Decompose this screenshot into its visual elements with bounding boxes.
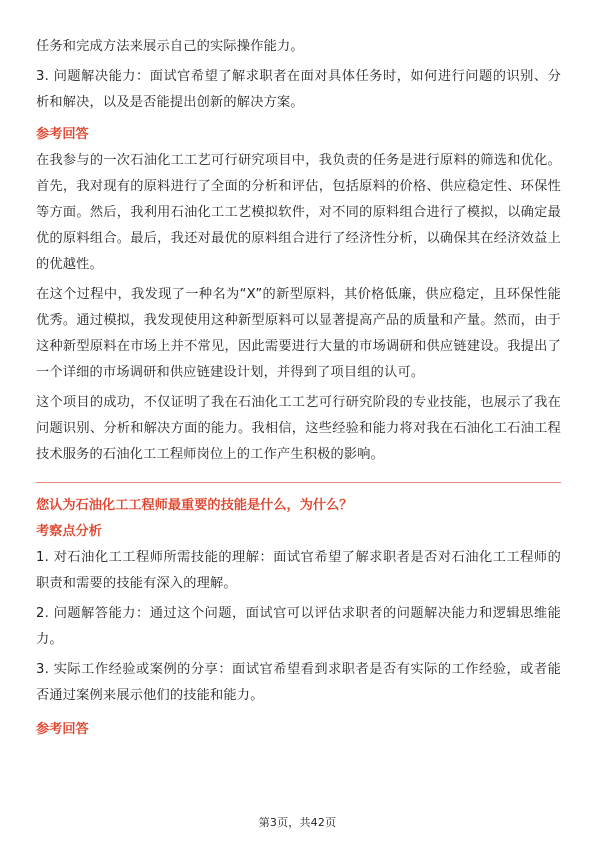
answer-paragraph: 在这个过程中，我发现了一种名为“X”的新型原料，其价格低廉，供应稳定，且环保性能优秀。通过模拟，我发现使用这种新型原料可以显著提高产品的质量和产量。然而，由于这种新型原料在市场上并不常见，因此需要进行大量的市场调研和供应链建设。我提出了一个详细的市场调研和供应链建设计划，并得到了项目组的认可。 xyxy=(36,287,561,380)
page-number: 第3页，共42页 xyxy=(258,816,337,829)
question-section xyxy=(36,493,561,743)
question-title: 您认为石油化工工程师最重要的技能是什么，为什么？ xyxy=(36,498,353,513)
section-divider xyxy=(36,482,561,483)
analysis-point-3: 3. 问题解决能力：面试官希望了解求职者在面对具体任务时，如何进行问题的识别、分析和解决，以及是否能提出创新的解决方案。 xyxy=(36,69,561,110)
analysis-point: 2. 问题解答能力：通过这个问题，面试官可以评估求职者的问题解决能力和逻辑思维能力。 xyxy=(36,606,561,647)
answer-paragraph: 这个项目的成功，不仅证明了我在石油化工工艺可行研究阶段的专业技能，也展示了我在问题识别、分析和解决方面的能力。我相信，这些经验和能力将对我在石油化工石油工程技术服务的石油化工工程师岗位上的工作产生积极的影响。 xyxy=(36,395,561,462)
reference-answer-heading: 参考回答 xyxy=(36,722,89,737)
analysis-heading: 考察点分析 xyxy=(36,524,102,539)
answer-paragraph: 在我参与的一次石油化工工艺可行研究项目中，我负责的任务是进行原料的筛选和优化。首先，我对现有的原料进行了全面的分析和评估，包括原料的价格、供应稳定性、环保性等方面。然后，我利用石油化工工艺模拟软件，对不同的原料组合进行了模拟，以确定最优的原料组合。最后，我还对最优的原料组合进行了经济性分析，以确保其在经济效益上的优越性。 xyxy=(36,153,561,272)
page-content xyxy=(36,34,561,743)
analysis-point: 1. 对石油化工工程师所需技能的理解：面试官希望了解求职者是否对石油化工工程师的职责和需要的技能有深入的理解。 xyxy=(36,550,561,591)
reference-answer-section xyxy=(36,122,561,468)
continuation-text: 任务和完成方法来展示自己的实际操作能力。 xyxy=(36,39,304,54)
reference-answer-heading: 参考回答 xyxy=(36,127,89,142)
analysis-point: 3. 实际工作经验或案例的分享：面试官希望看到求职者是否有实际的工作经验，或者能否通过案例来展示他们的技能和能力。 xyxy=(36,662,561,703)
